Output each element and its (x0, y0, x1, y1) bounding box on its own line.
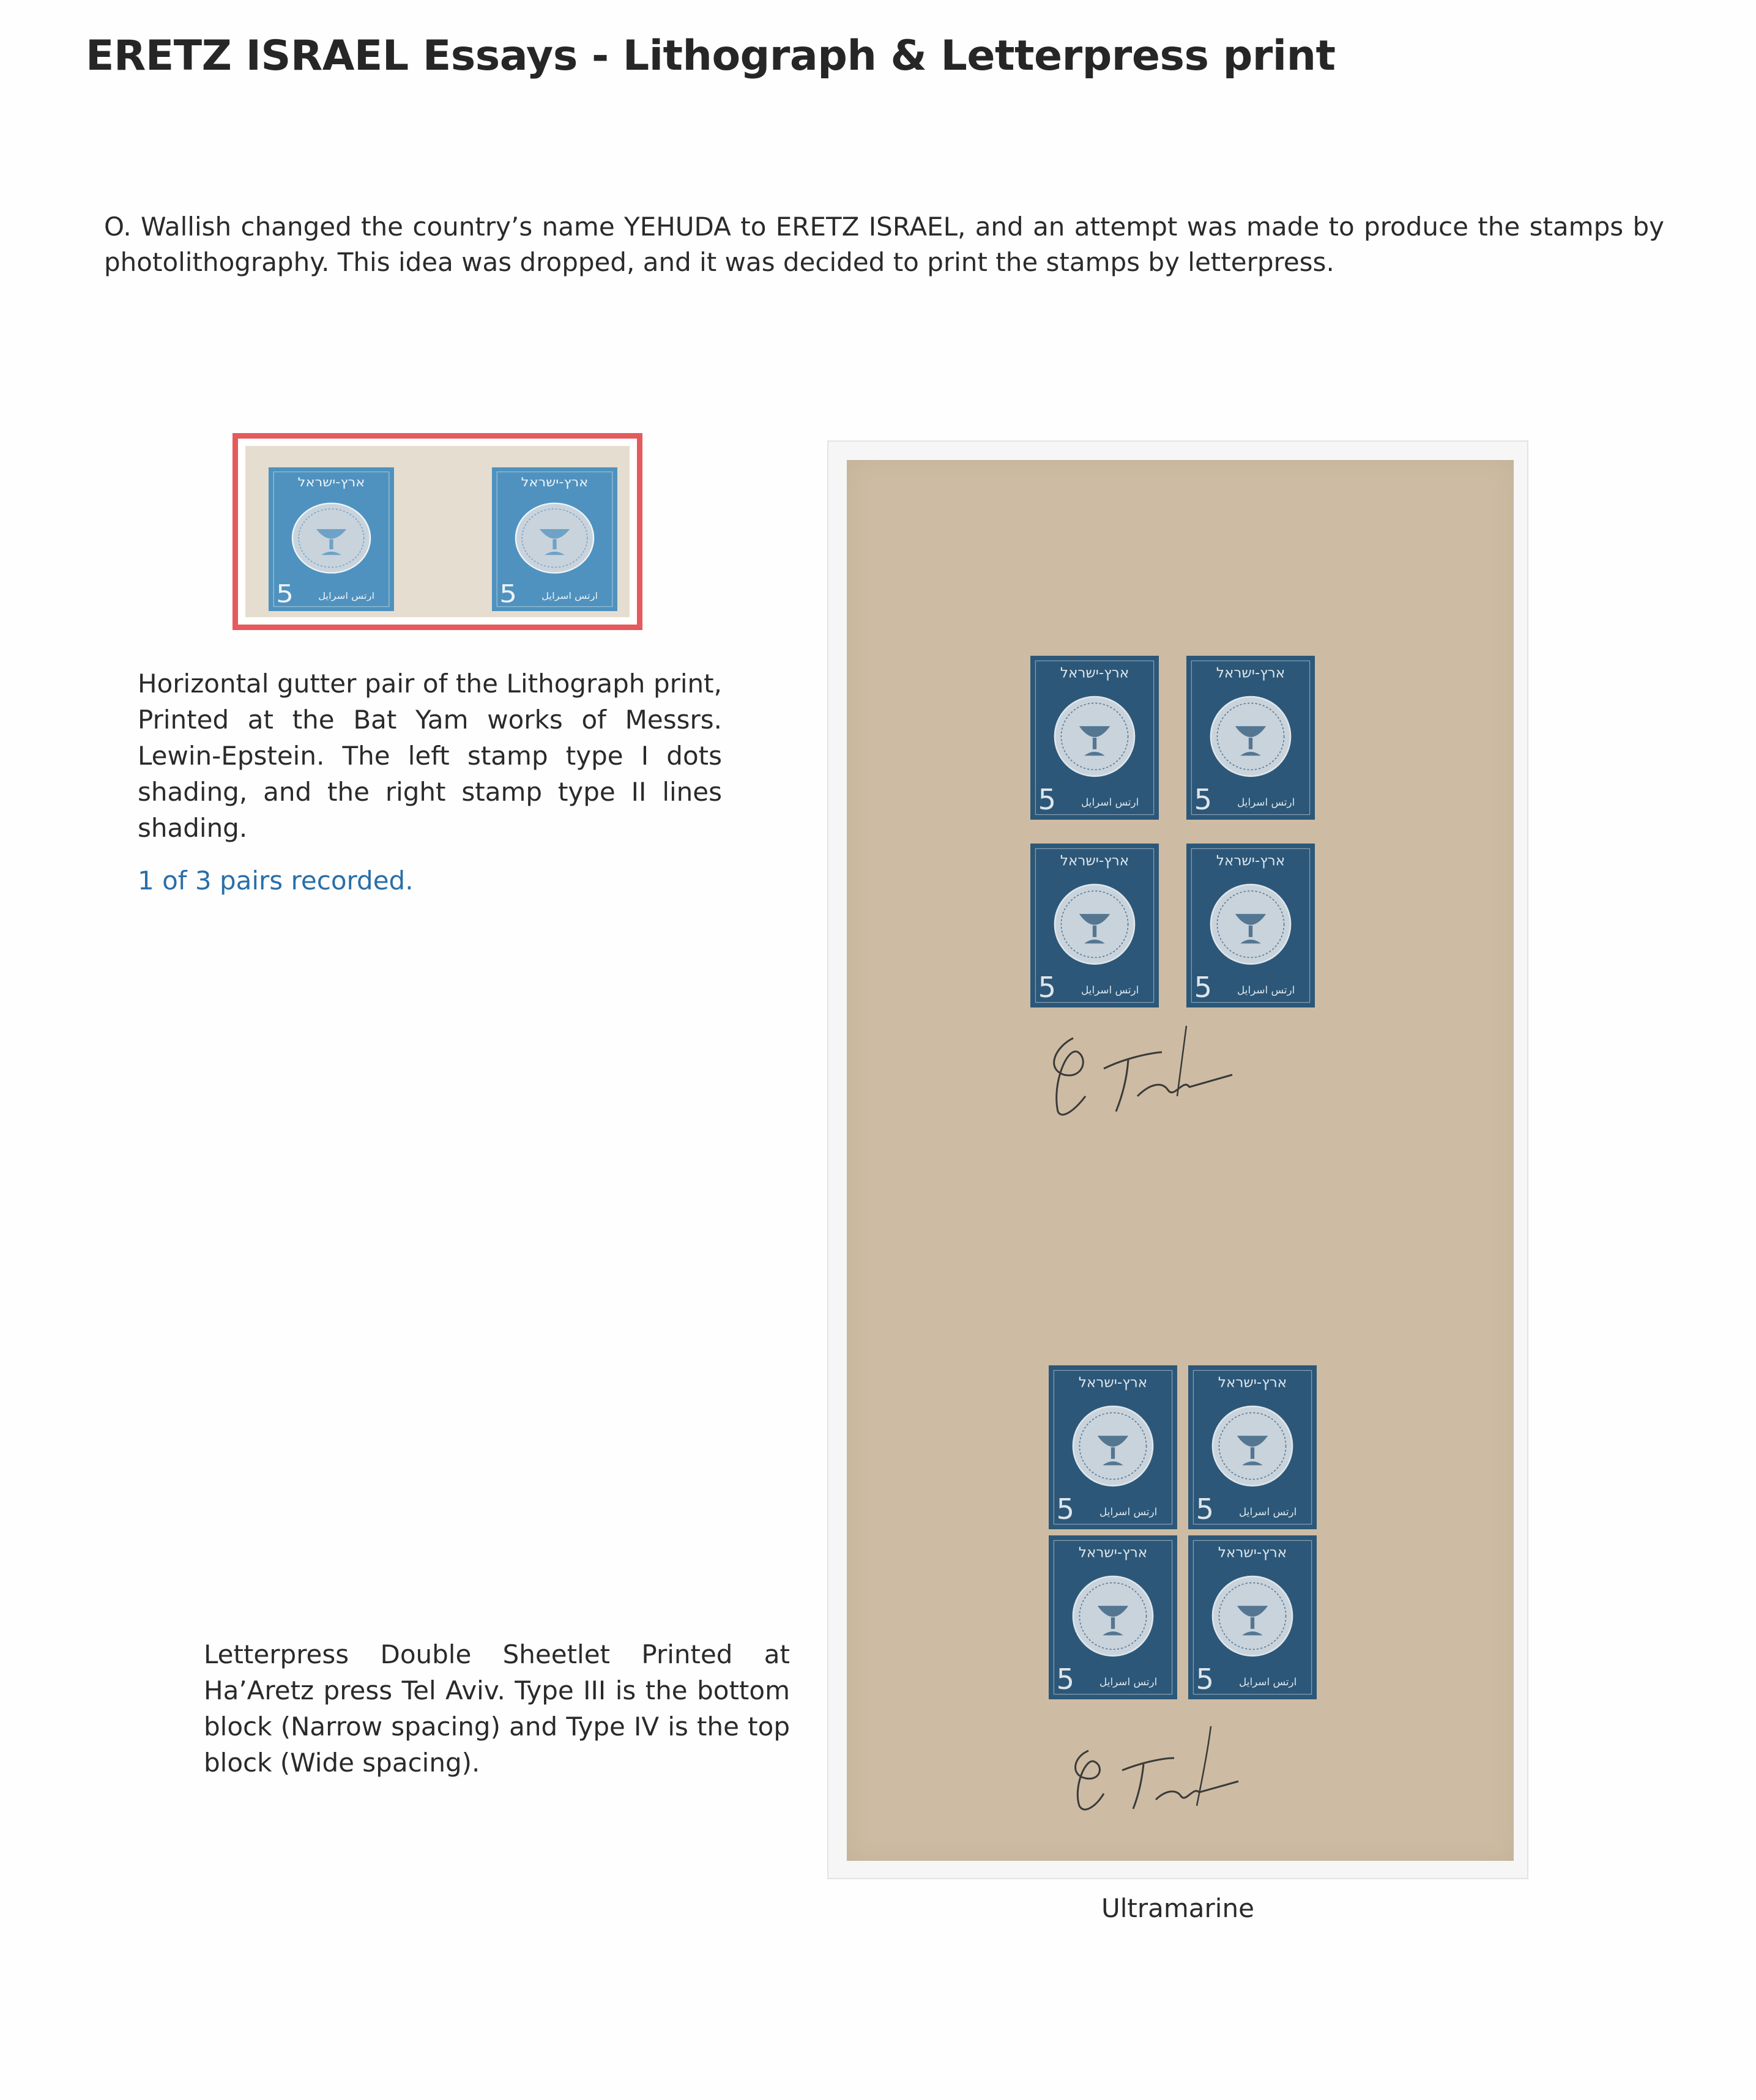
sheetlet-paper (847, 460, 1514, 1861)
stamp-hebrew-text: ארץ-ישראל (1060, 853, 1129, 869)
stamp-arabic-text: ارتس اسرايل (1099, 1505, 1158, 1518)
chalice-stem (1111, 1617, 1115, 1629)
gutter-pair-caption: Horizontal gutter pair of the Lithograph print, Printed at the Bat Yam works of Messrs. Lewin-Epstein. The left stamp type I dots shading, and the right stamp type II lines shading. (138, 669, 722, 843)
stamp-arabic-text: ارتس اسرايل (1239, 1505, 1297, 1518)
stamp (1186, 656, 1315, 820)
stamp-arabic-text: ارتس اسرايل (1099, 1675, 1158, 1688)
stamp-hebrew-text: ארץ-ישראל (1216, 853, 1285, 869)
chalice-stem (1093, 926, 1096, 937)
stamp-arabic-text: ارتس اسرايل (541, 590, 598, 601)
stamp (1030, 844, 1159, 1007)
stamp-value: 5 (1038, 783, 1057, 817)
stamp-hebrew-text: ארץ-ישראל (1060, 665, 1129, 681)
stamp-value: 5 (276, 579, 294, 609)
stamp-type-2-lines (492, 467, 617, 611)
stamp-arabic-text: ارتس اسرايل (1239, 1675, 1297, 1688)
pairs-recorded-note: 1 of 3 pairs recorded. (138, 866, 414, 896)
stamp-hebrew-text: ארץ-ישראל (1078, 1375, 1148, 1391)
chalice-stem (1251, 1447, 1254, 1459)
chalice-stem (1251, 1617, 1254, 1629)
stamp (1186, 844, 1315, 1007)
gutter-pair-paper (245, 446, 630, 617)
signature-bottom (1055, 1714, 1251, 1824)
stamp-hebrew-text: ארץ-ישראל (297, 475, 365, 490)
stamp (1188, 1365, 1317, 1529)
stamp-arabic-text: ارتس اسرايل (1237, 795, 1295, 808)
stamp-hebrew-text: ארץ-ישראל (1218, 1375, 1287, 1391)
chalice-stem (329, 540, 333, 550)
stamp-value: 5 (1056, 1663, 1075, 1696)
stamp (1049, 1365, 1177, 1529)
stamp-hebrew-text: ארץ-ישראל (1216, 665, 1285, 681)
stamp-type-1-dots (269, 467, 394, 611)
chalice-stem (1093, 738, 1096, 749)
stamp-value: 5 (1194, 783, 1213, 817)
stamp-value: 5 (1056, 1493, 1075, 1526)
stamp (1030, 656, 1159, 820)
signature-top (1030, 1011, 1238, 1133)
stamp-value: 5 (1194, 971, 1213, 1004)
chalice-stem (1249, 926, 1252, 937)
stamp-arabic-text: ارتس اسرايل (1081, 795, 1139, 808)
chalice-stem (1249, 738, 1252, 749)
sheetlet-color-label: Ultramarine (1101, 1893, 1254, 1923)
page-title: ERETZ ISRAEL Essays - Lithograph & Letterpress print (86, 32, 1336, 80)
chalice-stem (552, 540, 556, 550)
stamp-value: 5 (1196, 1663, 1215, 1696)
gutter-pair-frame (233, 433, 642, 630)
stamp-value: 5 (499, 579, 517, 609)
stamp-arabic-text: ارتس اسرايل (318, 590, 375, 601)
stamp (1049, 1535, 1177, 1699)
stamp-hebrew-text: ארץ-ישראל (1078, 1545, 1148, 1561)
sheetlet-caption: Letterpress Double Sheetlet Printed at Ha’Aretz press Tel Aviv. Type III is the bottom block (Narrow spacing) and Type IV is the top block (Wide spacing). (204, 1639, 790, 1778)
stamp-value: 5 (1196, 1493, 1215, 1526)
stamp-value: 5 (1038, 971, 1057, 1004)
stamp (1188, 1535, 1317, 1699)
stamp-arabic-text: ارتس اسرايل (1237, 983, 1295, 996)
stamp-hebrew-text: ארץ-ישראל (1218, 1545, 1287, 1561)
stamp-arabic-text: ارتس اسرايل (1081, 983, 1139, 996)
intro-paragraph: O. Wallish changed the country’s name YEHUDA to ERETZ ISRAEL, and an attempt was made to produce the stamps by photolithography. This idea was dropped, and it was decided to print the stamps by letterpress. (104, 212, 1664, 277)
stamp-hebrew-text: ארץ-ישראל (521, 475, 589, 490)
chalice-stem (1111, 1447, 1115, 1459)
sheetlet-mount (827, 440, 1528, 1879)
